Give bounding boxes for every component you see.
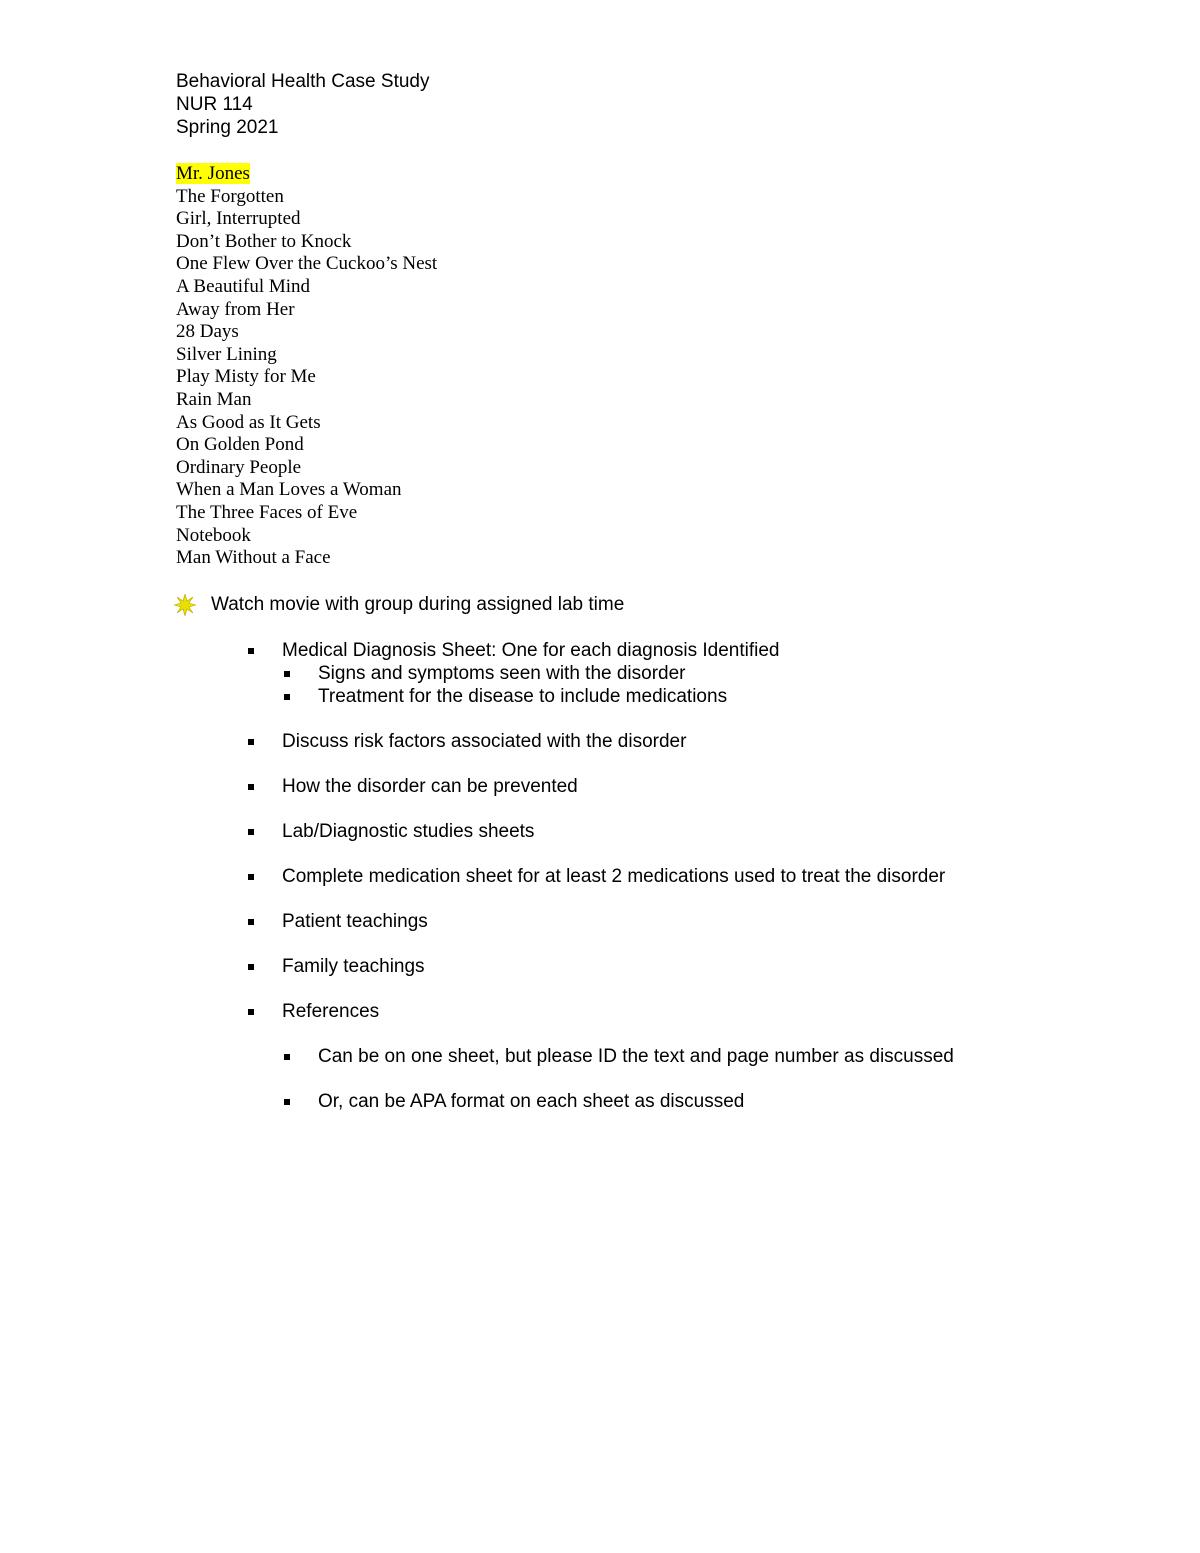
bullet-text: How the disorder can be prevented [282, 776, 578, 797]
highlighted-movie: Mr. Jones [176, 163, 250, 184]
document-title: Behavioral Health Case Study [176, 71, 430, 92]
bullet-text: Patient teachings [282, 911, 428, 932]
bullet-icon [284, 1054, 290, 1060]
bullet-text: Medical Diagnosis Sheet: One for each diagnosis Identified [282, 640, 780, 661]
document-header [176, 70, 429, 139]
bullet-icon [248, 648, 254, 654]
movie-item: When a Man Loves a Woman [176, 479, 402, 501]
bullet-text: Or, can be APA format on each sheet as discussed [318, 1091, 745, 1112]
movie-list [176, 163, 437, 570]
course-code: NUR 114 [176, 94, 253, 115]
movie-item: Rain Man [176, 388, 252, 410]
bullet-icon [284, 671, 290, 677]
movie-item: Girl, Interrupted [176, 208, 301, 230]
movie-item: Ordinary People [176, 456, 302, 478]
bullet-icon [248, 739, 254, 745]
movie-item: A Beautiful Mind [176, 275, 311, 297]
bullet-icon [248, 964, 254, 970]
bullet-icon [248, 1009, 254, 1015]
bullet-text: References [282, 1001, 380, 1022]
movie-item: 28 Days [176, 321, 239, 343]
movie-item: As Good as It Gets [176, 411, 321, 433]
movie-item [176, 163, 437, 186]
movie-item: Don’t Bother to Knock [176, 230, 352, 252]
term: Spring 2021 [176, 117, 279, 138]
bullet-icon [248, 919, 254, 925]
movie-item: Notebook [176, 524, 251, 546]
bullet-icon [284, 694, 290, 700]
bullet-text: Signs and symptoms seen with the disorder [318, 663, 686, 684]
bullet-icon [248, 829, 254, 835]
bullet-icon [248, 874, 254, 880]
instruction-text: Watch movie with group during assigned lab time [211, 594, 625, 615]
bullet-text: Can be on one sheet, but please ID the text and page number as discussed [318, 1046, 954, 1067]
movie-item: On Golden Pond [176, 434, 304, 456]
bullet-text: Treatment for the disease to include medications [318, 686, 728, 707]
bullet-icon [248, 784, 254, 790]
starburst-icon [174, 594, 196, 616]
bullet-text: Discuss risk factors associated with the disorder [282, 731, 687, 752]
bullet-text: Family teachings [282, 956, 425, 977]
bullet-text: Lab/Diagnostic studies sheets [282, 821, 535, 842]
bullet-text: Complete medication sheet for at least 2 medications used to treat the disorder [282, 866, 946, 887]
movie-item: Play Misty for Me [176, 366, 316, 388]
movie-item: Away from Her [176, 298, 295, 320]
bullet-icon [284, 1099, 290, 1105]
movie-item: Silver Lining [176, 343, 277, 365]
movie-item: One Flew Over the Cuckoo’s Nest [176, 253, 438, 275]
movie-item: Man Without a Face [176, 547, 331, 569]
movie-item: The Forgotten [176, 185, 284, 207]
movie-item: The Three Faces of Eve [176, 501, 358, 523]
